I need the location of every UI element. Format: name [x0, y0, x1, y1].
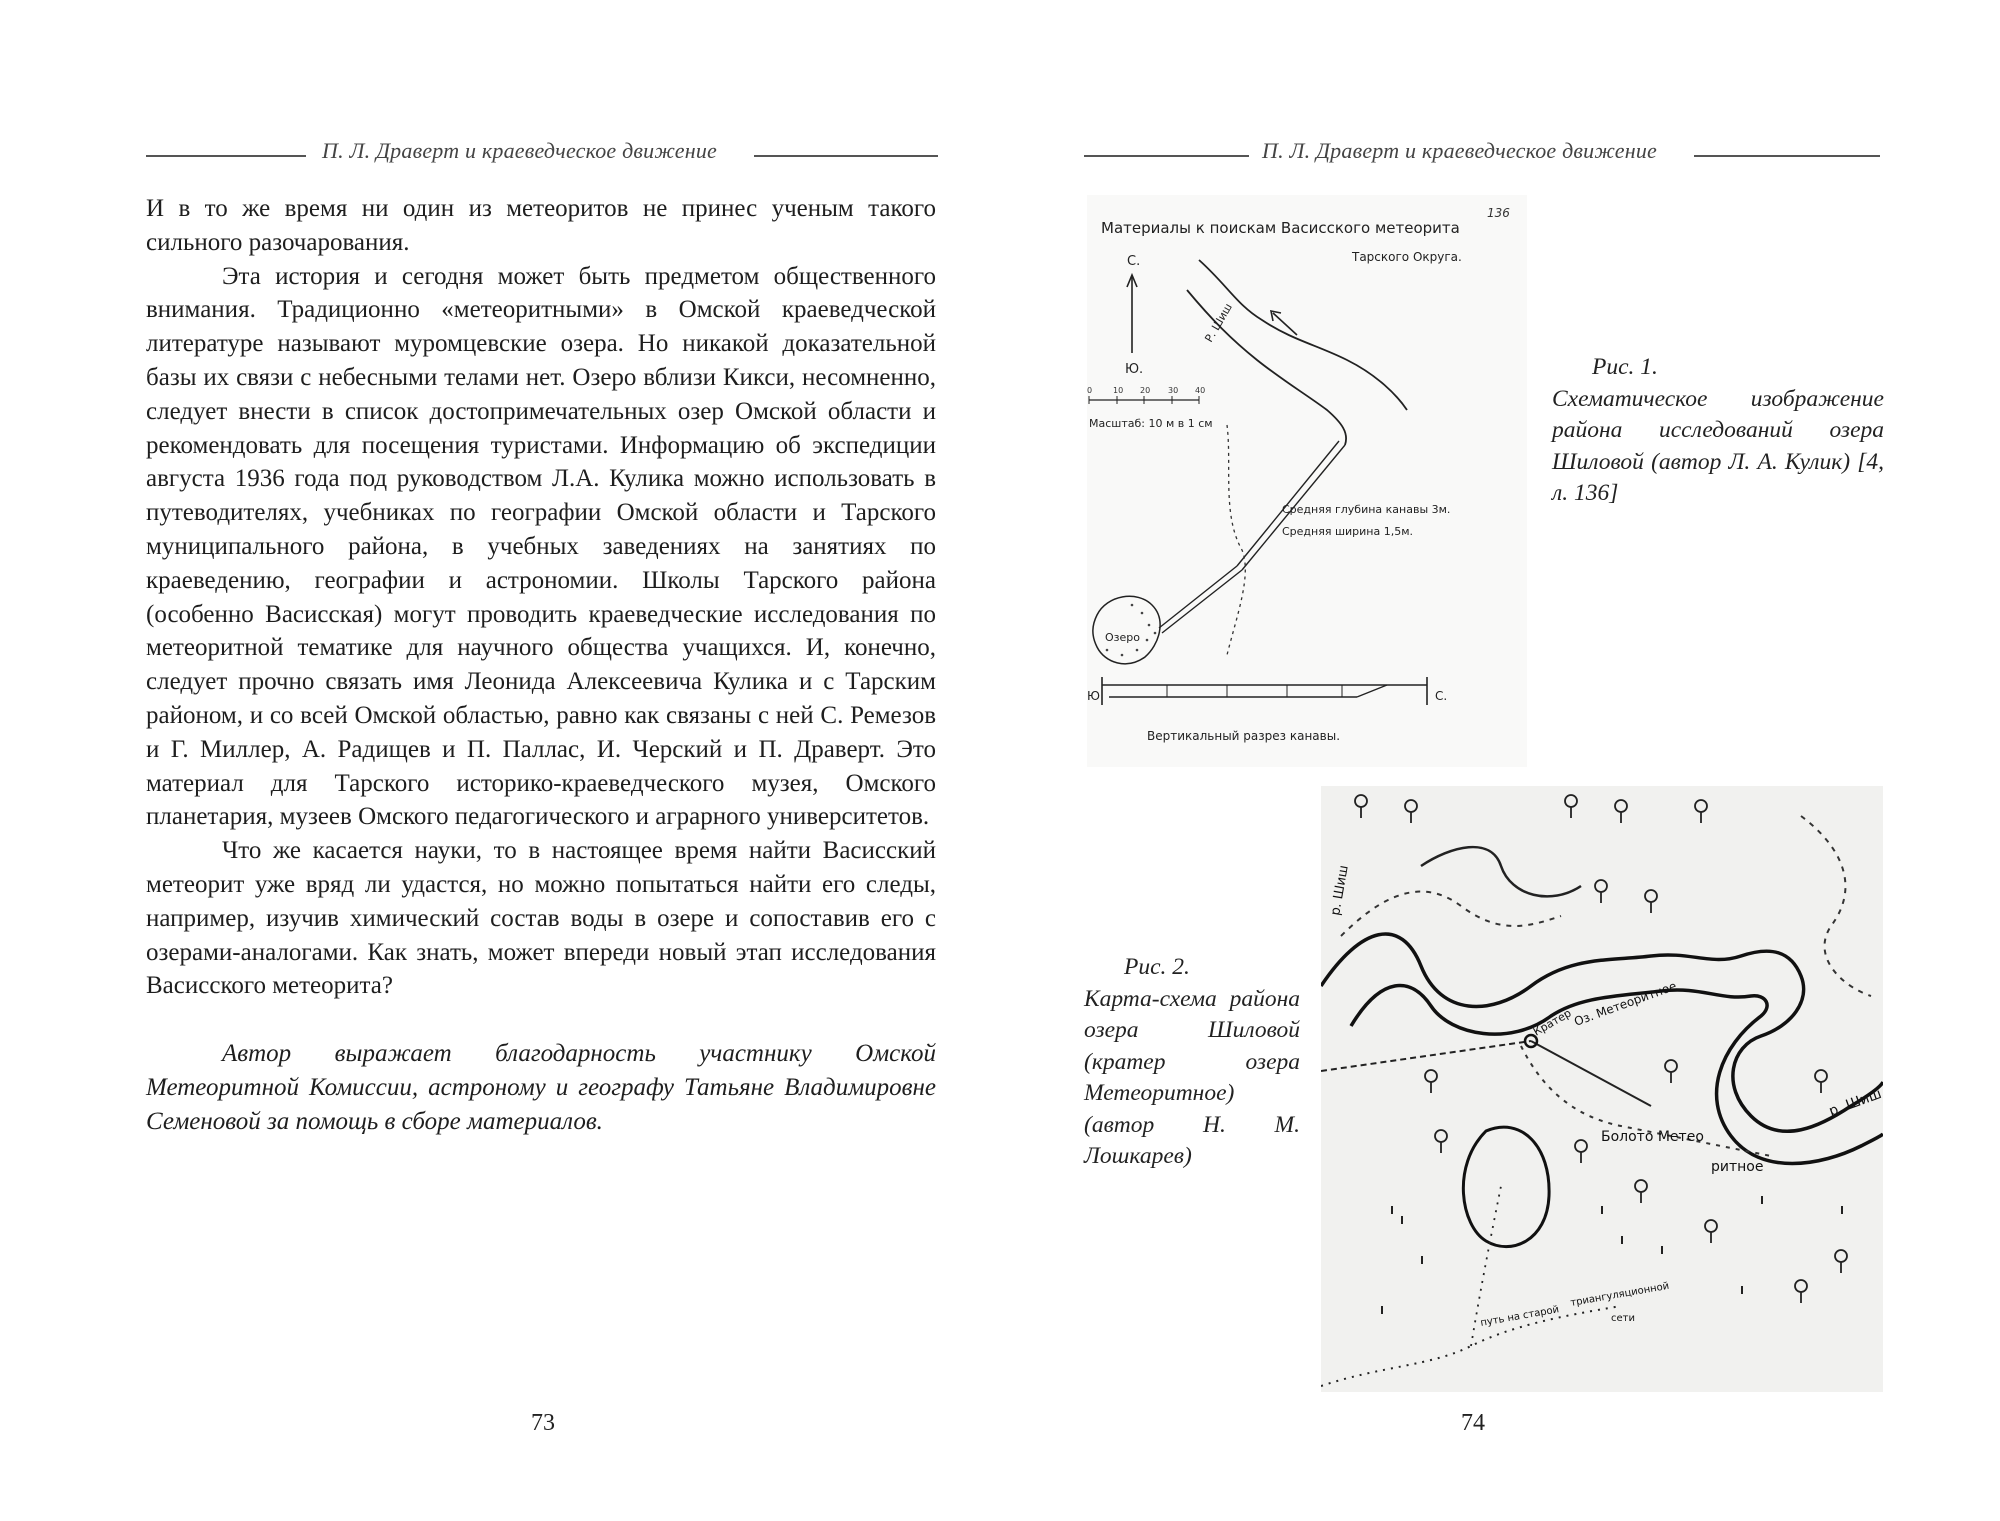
figure-1-schematic [1087, 195, 1527, 767]
lake-label: Озеро [1105, 631, 1140, 644]
width-note: Средняя ширина 1,5м. [1282, 525, 1414, 538]
running-head-right [1000, 138, 2000, 170]
page-number: 73 [531, 1410, 555, 1436]
figure-2-map [1321, 786, 1883, 1392]
paragraph: Эта история и сегодня может быть предметом общественного внимания. Традиционно «метеоритными» в Омской краеведческой литературе называют муромцевские озера. Но никакой доказательной базы их связи с небесными телами нет. Озеро вблизи Кикси, несомненно, следует внести в список достопримечательных озер Омской области и рекомендовать для посещения туристами. Информацию об экспедиции августа 1936 года под руководством Л.А. Кулика можно использовать в путеводителях, учебниках по географии Омской области и Тарского муниципального района, в учебных заведениях на занятиях по краеведению, географии и астрономии. Школы Тарского района (особенно Васисская) могут проводить краеведческие исследования по метеоритной тематике для научного общества учащихся. И, конечно, следует прочно связать имя Леонида Алексеевича Кулика и с Тарским районом, и со всей Омской областью, равно как связаны с ней С. Ремезов и Г. Миллер, А. Радищев и П. Паллас, И. Черский и П. Драверт. Это материал для Тарского историко-краеведческого музея, Омского планетария, музеев Омского педагогического и аграрного университетов. [146, 262, 936, 831]
schematic-drawing [1087, 195, 1527, 767]
header-rule-left [146, 155, 306, 157]
paragraph: И в то же время ни один из метеоритов не принес ученым такого сильного разочарования. [146, 195, 936, 256]
scale-tick: 20 [1140, 386, 1151, 395]
map-crater-label: Кратер [1531, 1006, 1574, 1039]
map-lake-label: Оз. Метеоритное [1572, 978, 1679, 1029]
running-head-title: П. Л. Драверт и краеведческое движение [322, 138, 717, 163]
map-path-label: сети [1611, 1313, 1635, 1324]
map-bog-label: ритное [1711, 1159, 1764, 1175]
body-text [146, 192, 936, 1139]
section-south: Ю [1087, 689, 1100, 703]
running-head-title: П. Л. Драверт и краеведческое движение [1262, 138, 1657, 163]
page-number: 74 [1461, 1410, 1485, 1436]
figure-2-text: Карта-схема района озера Шиловой (кратер озера Метеоритное) (автор Н. М. Лошкарев) [1084, 985, 1300, 1169]
section-caption: Вертикальный разрез канавы. [1147, 729, 1341, 743]
figure-2-title: Рис. 2. [1124, 954, 1190, 980]
map-path-label: триангуляционной [1569, 1280, 1671, 1309]
figure-1-caption [1552, 352, 1884, 510]
depth-note: Средняя глубина канавы 3м. [1282, 503, 1451, 516]
figure-1-text: Схематическое изображение района исследований озера Шиловой (автор Л. А. Кулик) [4, л. 136] [1552, 385, 1884, 506]
map-drawing [1321, 786, 1883, 1392]
drawing-subtitle: Тарского Округа. [1352, 250, 1462, 264]
scale-tick: 10 [1113, 386, 1124, 395]
map-river-label: р. Шиш [1826, 1086, 1883, 1120]
map-bog-label: Болото Метео [1601, 1129, 1704, 1145]
header-rule-right [754, 155, 938, 157]
right-page [1000, 0, 2000, 1521]
running-head-left [0, 138, 1000, 170]
header-rule-left [1084, 155, 1249, 157]
map-river-label: р. Шиш [1328, 864, 1352, 917]
map-path-label: путь на старой [1479, 1304, 1560, 1329]
south-label: Ю. [1125, 362, 1144, 377]
scale-tick: 30 [1168, 386, 1179, 395]
scale-tick: 0 [1087, 386, 1093, 395]
header-rule-right [1694, 155, 1880, 157]
north-label: С. [1127, 254, 1141, 269]
scale-label: Масштаб: 10 м в 1 см [1089, 417, 1213, 430]
figure-1-title: Рис. 1. [1592, 354, 1658, 380]
sheet-number: 136 [1487, 206, 1510, 220]
section-north: С. [1435, 689, 1448, 703]
paragraph: Что же касается науки, то в настоящее время найти Васисский метеорит уже вряд ли удастся, но можно попытаться найти его следы, например, изучив химический состав воды в озере и сопоставив его с озерами-аналогами. Как знать, может впереди новый этап исследования Васисского метеорита? [146, 837, 936, 1000]
scale-tick: 40 [1195, 386, 1206, 395]
acknowledgement: Автор выражает благодарность участнику Омской Метеоритной Комиссии, астроному и географу Татьяне Владимировне Семеновой за помощь в сборе материалов. [146, 1040, 936, 1135]
drawing-title: Материалы к поискам Васисского метеорита [1101, 219, 1460, 237]
river-label: Р. Шиш [1202, 301, 1235, 345]
figure-2-caption [1084, 952, 1300, 1173]
